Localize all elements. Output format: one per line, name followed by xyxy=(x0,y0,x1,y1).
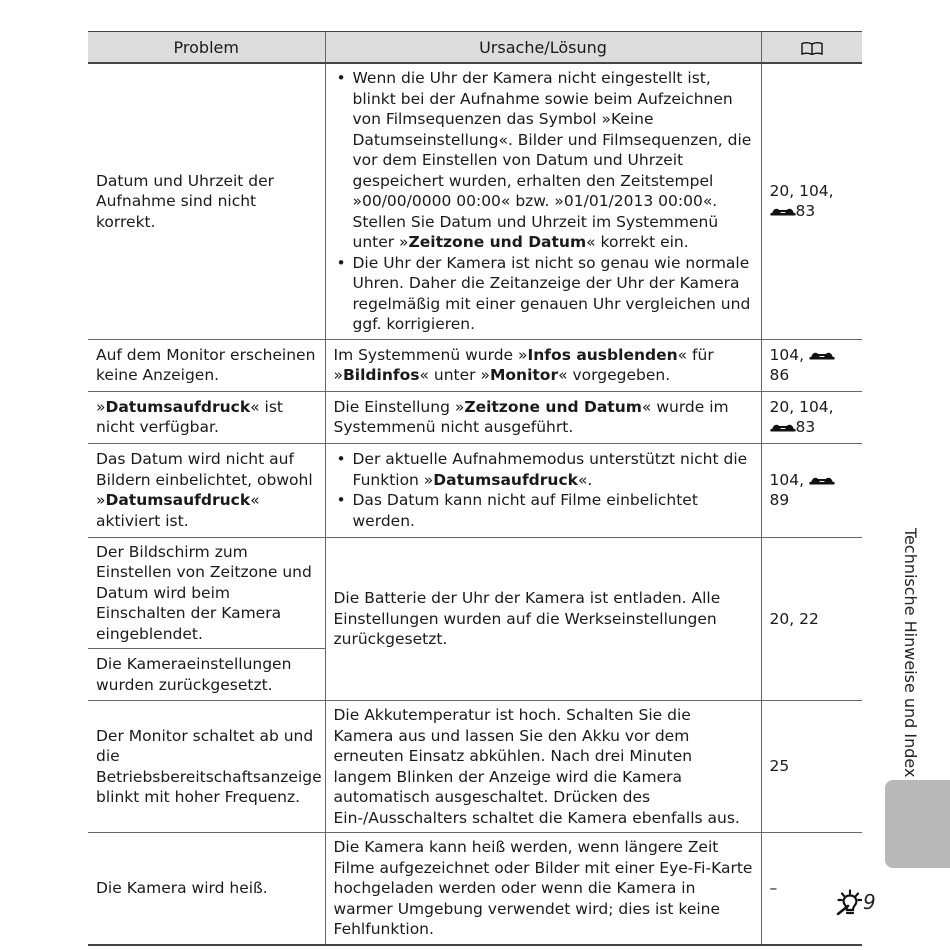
table-row xyxy=(88,443,862,537)
problem-cell: Der Monitor schaltet ab und die Betriebsbereitschaftsanzeige blinkt mit hoher Frequenz. xyxy=(88,701,325,833)
solution-cell: Die Batterie der Uhr der Kamera ist entladen. Alle Einstellungen wurden auf die Werkseinstellungen zurückgesetzt. xyxy=(325,537,761,701)
reference-cell xyxy=(761,701,862,833)
table-header-row xyxy=(88,32,862,64)
solution-list xyxy=(334,449,753,531)
solution-cell: Die Akkutemperatur ist hoch. Schalten Sie die Kamera aus und lassen Sie den Akku vor dem erneuten Einsatz abkühlen. Nach drei Minuten langem Blinken der Anzeige wird die Kamera automatisch ausgeschaltet. Drücken des Ein-/Ausschalters schaltet die Kamera ebenfalls aus. xyxy=(325,701,761,833)
table-row xyxy=(88,537,862,649)
reference-cell xyxy=(761,537,862,701)
section-tab-label: Technische Hinweise und Index xyxy=(901,528,920,778)
reference-link-icon xyxy=(809,349,835,360)
page-reference-link[interactable]: 83 xyxy=(795,202,816,221)
troubleshooting-table xyxy=(88,31,862,946)
list-item: • Der aktuelle Aufnahmemodus unterstützt nicht die Funktion »Datumsaufdruck«. xyxy=(334,449,753,490)
page-reference: 20, 22 xyxy=(769,609,819,628)
problem-cell: Das Datum wird nicht auf Bildern einbelichtet, obwohl »Datumsaufdruck« aktiviert ist. xyxy=(88,443,325,537)
problem-cell: Auf dem Monitor erscheinen keine Anzeigen. xyxy=(88,339,325,391)
book-icon xyxy=(801,41,823,55)
column-header-problem: Problem xyxy=(88,32,325,64)
reference-cell xyxy=(761,391,862,443)
problem-cell: Die Kameraeinstellungen wurden zurückgesetzt. xyxy=(88,649,325,701)
reference-cell xyxy=(761,63,862,339)
column-header-reference xyxy=(761,32,862,64)
page-reference-link[interactable]: 83 xyxy=(795,418,816,436)
page-reference-link[interactable]: 89 xyxy=(769,491,790,509)
solution-cell: Die Einstellung »Zeitzone und Datum« wurde im Systemmenü nicht ausgeführt. xyxy=(325,391,761,443)
table-row xyxy=(88,391,862,443)
page-number: 9 xyxy=(836,888,876,916)
solution-cell: Im Systemmenü wurde »Infos ausblenden« für »Bildinfos« unter »Monitor« vorgegeben. xyxy=(325,339,761,391)
reference-cell xyxy=(761,443,862,537)
solution-cell: Die Kamera kann heiß werden, wenn längere Zeit Filme aufgezeichnet oder Bilder mit einer Eye-Fi-Karte hochgeladen werden oder wenn die Kamera in warmer Umgebung verwendet wird; dies ist keine Fehlfunktion. xyxy=(325,833,761,945)
solution-cell xyxy=(325,443,761,537)
page-reference: 104, xyxy=(769,470,805,489)
list-item: • Die Uhr der Kamera ist nicht so genau wie normale Uhren. Daher die Zeitanzeige der Uhr der Kamera regelmäßig mit einer genauen Uhr vergleichen und ggf. korrigieren. xyxy=(334,253,753,335)
page-reference: – xyxy=(769,879,778,897)
page-reference: 104, xyxy=(769,345,805,364)
list-item: • Wenn die Uhr der Kamera nicht eingestellt ist, blinkt bei der Aufnahme sowie beim Aufzeichnen von Filmsequenzen das Symbol »Keine Datumseinstellung«. Bilder und Filmsequenzen, die vor dem Einstellen von Datum und Uhrzeit gespeichert wurden, erhalten den Zeitstempel »00/00/0000 00:00« bzw. »01/01/2013 00:00«. Stellen Sie Datum und Uhrzeit im Systemmenü unter »Zeitzone und Datum« korrekt ein. xyxy=(334,68,753,253)
table-row xyxy=(88,63,862,339)
problem-cell: »Datumsaufdruck« ist nicht verfügbar. xyxy=(88,391,325,443)
table-row xyxy=(88,833,862,945)
tip-icon xyxy=(836,889,862,915)
problem-cell: Datum und Uhrzeit der Aufnahme sind nicht korrekt. xyxy=(88,63,325,339)
table-row xyxy=(88,339,862,391)
page-reference: 25 xyxy=(769,757,790,776)
section-tab[interactable] xyxy=(885,780,950,868)
solution-list xyxy=(334,68,753,335)
reference-link-icon xyxy=(770,205,796,216)
table-row xyxy=(88,701,862,833)
list-item: • Das Datum kann nicht auf Filme einbelichtet werden. xyxy=(334,490,753,531)
reference-cell xyxy=(761,339,862,391)
reference-link-icon xyxy=(809,474,835,485)
reference-link-icon xyxy=(770,421,796,432)
problem-cell: Der Bildschirm zum Einstellen von Zeitzone und Datum wird beim Einschalten der Kamera eingeblendet. xyxy=(88,537,325,649)
column-header-solution: Ursache/Lösung xyxy=(325,32,761,64)
solution-cell xyxy=(325,63,761,339)
page-reference: 20, 104, xyxy=(769,181,834,200)
page-reference-link[interactable]: 86 xyxy=(769,366,790,384)
page-reference: 20, 104, xyxy=(769,397,834,416)
problem-cell: Die Kamera wird heiß. xyxy=(88,833,325,945)
